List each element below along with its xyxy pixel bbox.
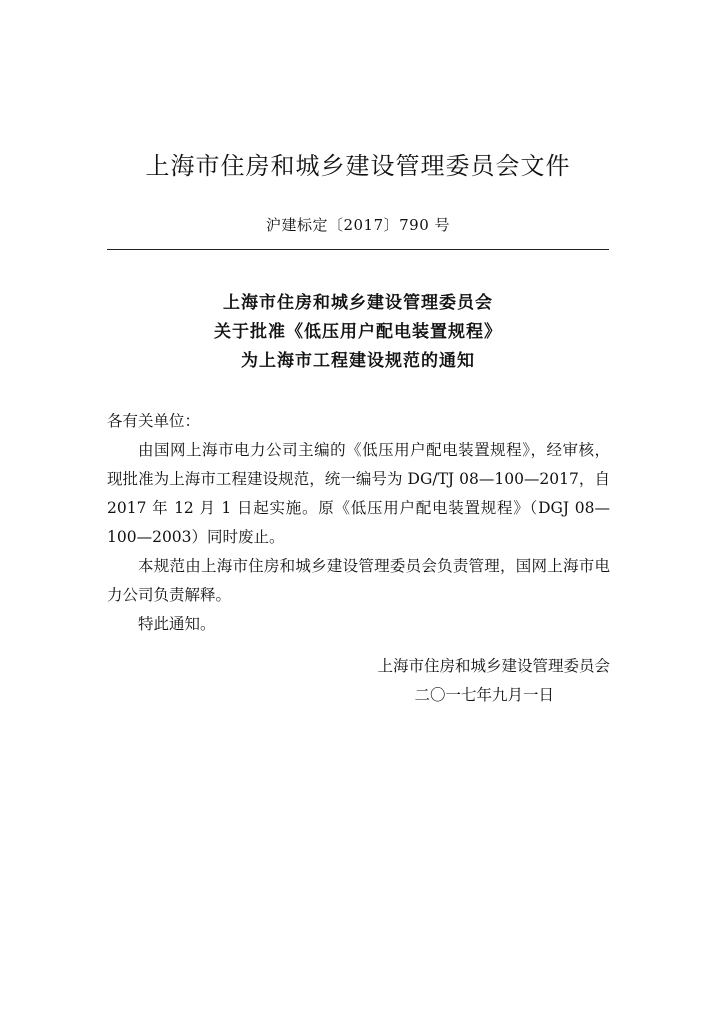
signature-date: 二〇一七年九月一日 [414,686,554,704]
title-line-2: 关于批准《低压用户配电装置规程》 [214,322,502,342]
body-paragraph-closing: 特此通知。 [138,615,216,633]
body-paragraph-management: 本规范由上海市住房和城乡建设管理委员会负责管理，国网上海市电力公司负责解释。 [107,557,610,604]
signature-block [107,652,610,710]
signature-organization: 上海市住房和城乡建设管理委员会 [377,657,610,675]
salutation: 各有关单位： [107,412,201,430]
notice-title [0,289,716,376]
document-number: 沪建标定〔2017〕790 号 [265,216,451,234]
body-paragraph-approval: 由国网上海市电力公司主编的《低压用户配电装置规程》，经审核，现批准为上海市工程建设规范，统一编号为 DG/TJ 08—100—2017，自 2017 年 12 月 1 日起实施。原《低压用户配电装置规程》（DGJ 08—100—2003）同时废止。 [107,441,610,546]
title-line-1: 上海市住房和城乡建设管理委员会 [223,293,493,313]
title-line-3: 为上海市工程建设规范的通知 [241,351,475,371]
header-divider [107,249,609,250]
issuing-organization-header: 上海市住房和城乡建设管理委员会文件 [145,152,571,180]
notice-body [107,407,610,639]
